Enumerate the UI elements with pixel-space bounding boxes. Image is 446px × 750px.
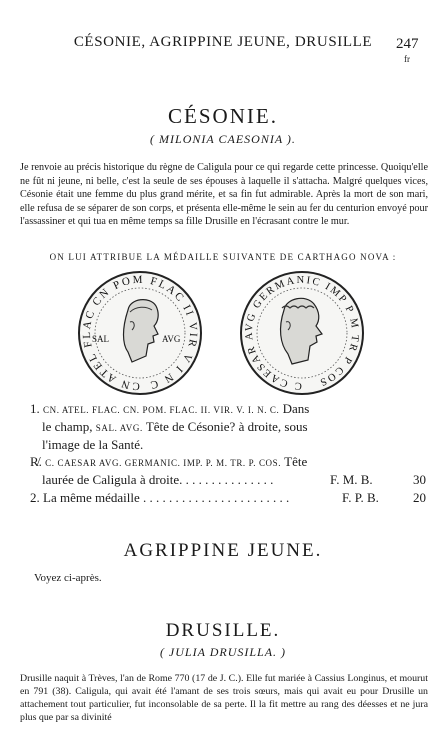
- section-title-agrippine: AGRIPPINE JEUNE.: [123, 540, 323, 561]
- cesonie-paragraph: Je renvoie au précis historique du règne de Caligula pour ce qui regarde cette princesse. Quoiqu'elle ne fût ni jeune, ni belle, c'est la seule de ses épouses à laquelle il s'attacha. Malgré quelques vices, Césonie était une femme du plus grand mérite, et sa fin fut admirable. Après la mort de son mari, elle refusa de se séparer de son corps, et présenta elle-même le sein au fer du centurion envoyé pour l'assassiner et qui tua en même temps sa fille Drusille en l'écrasant contre le mur.: [20, 162, 428, 227]
- entry1-text: Dans: [282, 401, 310, 416]
- running-title: CÉSONIE, AGRIPPINE JEUNE, DRUSILLE: [73, 34, 373, 50]
- reverse-text: Tête: [284, 454, 308, 469]
- catalog-entry-reverse: [30, 453, 426, 489]
- coin-reverse: [241, 272, 363, 394]
- reverse-mark: R̸.: [30, 454, 42, 469]
- coin-right-legend: C CAESAR AVG GERMANIC IMP P M TR P COS: [243, 274, 361, 392]
- reverse-legend: C. CAESAR AVG. GERMANIC. IMP. P. M. TR. P. COS.: [45, 458, 282, 468]
- page-signature-mark: fr: [404, 54, 410, 64]
- entry2-rating: F. P. B.: [342, 490, 379, 505]
- catalog-entry-1: [30, 400, 426, 454]
- entry1-number: 1.: [30, 401, 40, 416]
- entry1-line2-post: Tête de Césonie? à droite, sous: [145, 419, 308, 434]
- section-subtitle-cesonie: ( MILONIA CAESONIA ).: [150, 132, 296, 146]
- reverse-value: 30: [413, 472, 426, 487]
- entry2-line: 2. La même médaille . . . . . . . . . . . . . . . . . . . . . . .: [30, 490, 290, 505]
- agrippine-note: Voyez ci-après.: [34, 572, 102, 584]
- reverse-line2: laurée de Caligula à droite. . . . . . . . . . . . . . .: [42, 472, 274, 487]
- coin-illustration: [70, 270, 380, 396]
- reverse-rating: F. M. B.: [330, 472, 373, 487]
- page-number: 247: [396, 36, 419, 52]
- coin-left-field-sal: SAL: [92, 334, 110, 344]
- section-subtitle-drusille: ( JULIA DRUSILLA. ): [159, 645, 287, 659]
- section-title-cesonie: CÉSONIE.: [168, 104, 278, 128]
- coin-left-field-avg: AVG: [162, 334, 181, 344]
- entry1-line2-pre: le champ,: [42, 419, 93, 434]
- coin-left-legend: CN ATEL FLAC CN POM FLAC II VIR V I N C: [80, 273, 200, 393]
- catalog-entry-2: [30, 489, 426, 507]
- medal-caption: ON LUI ATTRIBUE LA MÉDAILLE SUIVANTE DE CARTHAGO NOVA :: [49, 252, 397, 262]
- entry1-field: SAL. AVG.: [95, 423, 143, 433]
- entry1-line3: l'image de la Santé.: [42, 437, 144, 452]
- entry2-value: 20: [413, 490, 426, 505]
- section-title-drusille: DRUSILLE.: [165, 620, 281, 641]
- drusille-paragraph: Drusille naquit à Trèves, l'an de Rome 770 (17 de J. C.). Elle fut mariée à Cassius Longinus, et mourut en 791 (38). Caligula, qui avait été l'amant de ses trois sœurs, mais qui avait eu pour Drusille un attachement tout particulier, fut inconsolable de sa perte. Il la fit mettre au rang des déesses et ne jura plus que par sa divinité: [20, 673, 428, 723]
- coin-obverse: [79, 272, 201, 394]
- entry1-legend: CN. ATEL. FLAC. CN. POM. FLAC. II. VIR. V. I. N. C.: [43, 405, 280, 415]
